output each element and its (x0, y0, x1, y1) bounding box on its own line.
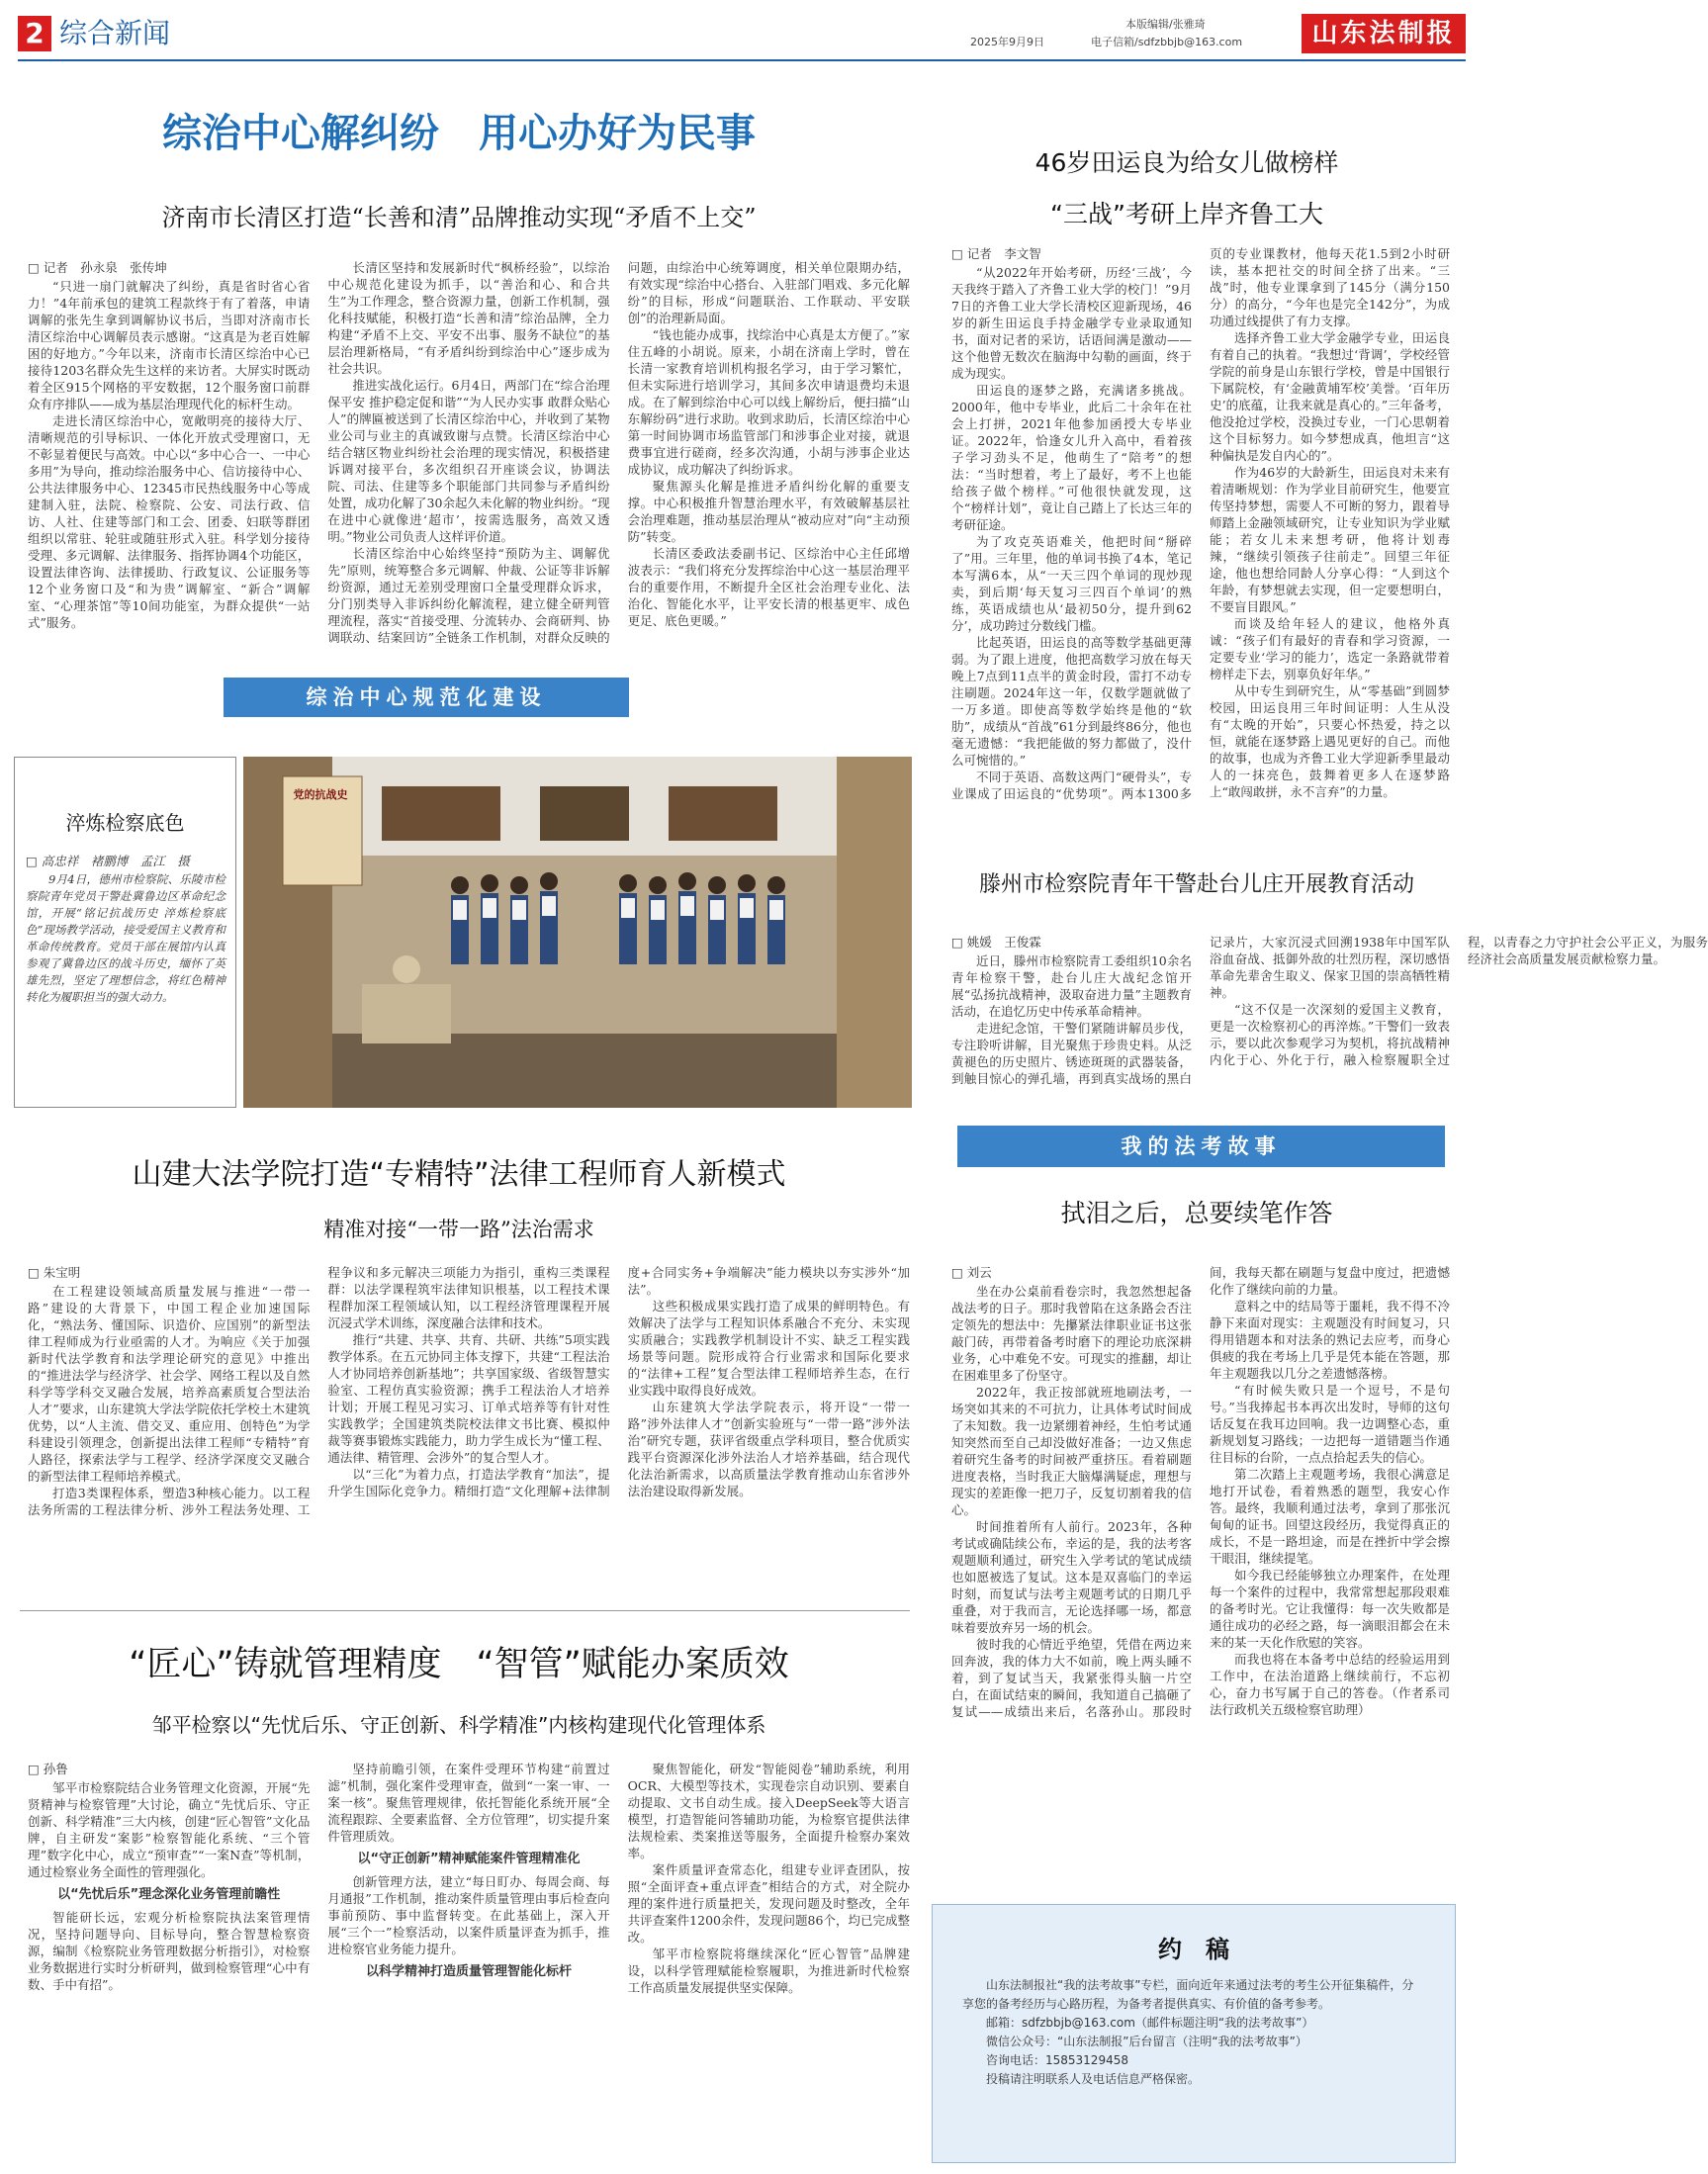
article-1-byline: □ 记者 孙永泉 张传坤 (28, 259, 310, 276)
article-6-title: 山建大法学院打造“专精特”法律工程师育人新模式 (132, 1157, 786, 1192)
paragraph: 邹平市检察院将继续深化“匠心智管”品牌建设，以科学管理赋能检察履职，为推进新时代检察工作高质量发展提供坚实保障。 (627, 1947, 910, 1995)
header-rule (18, 59, 1466, 61)
article-2-body (26, 853, 225, 1100)
article-4-title: 滕州市检察院青年干警赴台儿庄开展教育活动 (978, 872, 1414, 897)
paragraph: “这不仅是一次深刻的爱国主义教育，更是一次检察初心的再淬炼。”干警们一致表示，要以此次参观学习为契机，将抗战精神内化于心、外化于行，融入检察履职全过程，以青春之力守护社会公平正义，为服务经济社会高质量发展贡献检察力量。 (1210, 935, 1708, 1067)
article-7-subhead: 以“先忧后乐”理念深化业务管理前瞻性 (57, 1887, 281, 1902)
news-photo (243, 757, 912, 1108)
paragraph: 山东建筑大学法学院表示，将开设“一带一路”涉外法律人才”创新实验班与“一带一路”涉外法治”研究专题，获评省级重点学科项目，整合优质实践平台资源深化涉外法治人才培养基础，结合现代化法治新需求，以高质量法学教育推动山东省涉外法治建设取得新发展。 (627, 1400, 910, 1498)
paragraph: 聚焦源头化解是推进矛盾纠纷化解的重要支撑。中心积极推升智慧治理水平，有效破解基层社会治理难题，推动基层治理从“被动应对”向“主动预防”转变。 (627, 479, 910, 544)
paragraph: 走进长清区综治中心，宽敞明亮的接待大厅、清晰规范的引导标识、一体化开放式受理窗口，无不彰显着便民与高效。中心以“多中心合一、一中心多用”为导向，推动综治服务中心、信访接待中心、公共法律服务中心、12345市民热线服务中心等成建制入驻，法院、检察院、公安、司法行政、信访、人社、住建等部门和工会、团委、妇联等群团组织以常驻、轮驻或随驻形式入驻。科学划分接待受理、多元调解、法律服务、指挥协调4个功能区，设置法律咨询、法律援助、行政复议、公证服务等12个业务窗口及“和为贵”调解室、“新合”调解室、“心理茶馆”等10间功能室，为群众提供“一站式”服务。 (28, 413, 311, 630)
article-2-byline: □ 高忠祥 褚鹏博 孟江 摄 (26, 853, 225, 869)
article-6-byline: □ 朱宝明 (28, 1264, 310, 1281)
paragraph: 第二次踏上主观题考场，我很心满意足地打开试卷，看着熟悉的题型，我安心作答。最终，我顺利通过法考，拿到了那张沉甸甸的证书。回望这段经历，我觉得真正的成长，不是一路坦途，而是在挫折中学会擦干眼泪，继续提笔。 (1210, 1467, 1450, 1566)
paragraph: 如今我已经能够独立办理案件，在处理每一个案件的过程中，我常常想起那段艰难的备考时光。它让我懂得：每一次失败都是通往成功的必经之路，每一滴眼泪都会在未来的某一天化作欣慰的笑容。 (1210, 1568, 1450, 1650)
article-2-title: 淬炼检察底色 (65, 811, 185, 835)
notice-line: 山东法制报社“我的法考故事”专栏，面向近年来通过法考的考生公开征集稿件，分享您的备考经历与心路历程，为备考者提供真实、有价值的备考参考。 (962, 1978, 1414, 2011)
article-6-body (28, 1264, 910, 1605)
article-1-subtitle: 济南市长清区打造“长善和清”品牌推动实现“矛盾不上交” (161, 204, 757, 231)
article-5-body (951, 1264, 1450, 1889)
paragraph: 比起英语，田运良的高等数学基础更薄弱。为了跟上进度，他把高数学习放在每天晚上7点到11点半的黄金时段，雷打不动专注刷题。2024年这一年，仅数学题就做了一万多道。即使高等数学始终是他的“软肋”，成绩从“首战”61分到最终86分，他也毫无遗憾：“我把能做的努力都做了，没什么可惋惜的。” (951, 635, 1192, 768)
article-3-title: 46岁田运良为给女儿做榜样 (1034, 148, 1339, 177)
masthead-logo: 山东法制报 (1302, 14, 1466, 53)
paragraph: 为了攻克英语难关，他把时间“掰碎了”用。三年里，他的单词书换了4本，笔记本写满6本，从“一天三四个单词的现炒现卖，到后期‘每天复习三四百个单词’的熟练，英语成绩也从‘最初50分，提升到62分’，成功跨过分数线门槛。 (951, 534, 1192, 633)
section-bar-1: 综治中心规范化建设 (224, 678, 629, 717)
museum-photo-illustration (243, 757, 912, 1108)
editor-line: 本版编辑/张雅琦 (1125, 18, 1206, 31)
paragraph: 长清区委政法委副书记、区综治中心主任邱增波表示：“我们将充分发挥综治中心这一基层治理平台的重要作用，不断提升全区社会治理专业化、法治化、智能化水平，让平安长清的根基更牢、成色更足、底色更暖。” (627, 546, 910, 628)
paragraph: 智能研长远，宏观分析检察院执法案管理情况，坚持问题导向、目标导向，整合智慧检察资源，编制《检察院业务管理数据分析指引》，对检察业务数据进行实时分析研判，做到检察管理“心中有数、手中有招”。 (28, 1910, 311, 1992)
article-5-byline: □ 刘云 (951, 1264, 1192, 1281)
article-7-byline: □ 孙鲁 (28, 1761, 310, 1777)
divider-line (20, 1610, 910, 1611)
paragraph: 这些积极成果实践打造了成果的鲜明特色。有效解决了法学与工程知识体系融合不充分、未实现实质融合；实践教学机制设计不实、缺乏工程实践场景等问题。院形成符合行业需求和国际化要求的“法律+工程”复合型法律工程师培养生态，在行业实践中取得良好成效。 (627, 1299, 910, 1398)
paragraph: 田运良的逐梦之路，充满诸多挑战。2000年，他中专毕业，此后二十余年在社会上打拼，2021年他参加函授大专毕业证。2022年，恰逢女儿升入高中，看着孩子学习劲头不足，他萌生了“陪考”的想法：“当时想着，考上了最好，考不上也能给孩子做个榜样。”可他很快就发现，这个“榜样计划”，竟让自己踏上了长达三年的考研征途。 (951, 383, 1192, 532)
paragraph: 2022年，我正按部就班地刷法考，一场突如其来的不可抗力，让具体考试时间成了未知数。我一边紧绷着神经，生怕考试通知突然而至自己却没做好准备；一边又焦虑着研究生备考的时间被严重挤压。看着刷题进度表格，当时我正大脑爆满疑虑，理想与现实的差距像一把刀子，反复切割着我的信心。 (951, 1385, 1192, 1517)
paragraph: “有时候失败只是一个逗号，不是句号。”当我捧起书本再次出发时，导师的这句话反复在我耳边回响。我一边调整心态，重新规划复习路线；一边把每一道错题当作通往目标的台阶，一点点拾起丢失的信心。 (1210, 1383, 1450, 1465)
article-3-body (951, 245, 1450, 824)
paragraph: 彼时我的心情近乎绝望，凭借在两边来回奔波，我的体力大不如前，晚上两头睡不着，到了复试当天，我紧张得头脑一片空白，在面试结束的瞬间，我知道自己搞砸了复试——成绩出来后，名落孙山。那段时间，我每天都在刷题与复盘中度过，把遗憾化作了继续向前的力量。 (951, 1265, 1450, 1719)
article-1-body (28, 259, 910, 694)
article-4-byline: □ 姚媛 王俊霖 (951, 934, 1192, 951)
notice-title: 约 稿 (1158, 1935, 1229, 1963)
paragraph: 而谈及给年轻人的建议，他格外真诚：“孩子们有最好的青春和学习资源，一定要专业‘学习的能力’，选定一条路就带着榜样走下去，别辜负好年华。” (1210, 616, 1450, 681)
photo-caption: 党的抗战史 (293, 788, 348, 801)
page-number: 2 (18, 16, 51, 51)
paragraph: 时间推着所有人前行。2023年，各种考试或确陆续公布，幸运的是，我的法考客观题顺利通过，研究生入学考试的笔试成绩也如愿被选了复试。这本是双喜临门的幸运时刻，而复试与法考主观题考试的日期几乎重叠，对于我而言，无论选择哪一场，都意味着要放弃另一场的机会。 (951, 1519, 1192, 1635)
paragraph: 创新管理方法，建立“每日盯办、每周会商、每月通报”工作机制，推动案件质量管理由事后检查向事前预防、事中监督转变。在此基础上，深入开展“三个一”检察活动，以案件质量评查为抓手，推进检察官业务能力提升。 (327, 1874, 610, 1956)
paragraph: 而我也将在本备考中总结的经验运用到工作中，在法治道路上继续前行，不忘初心，奋力书写属于自己的答卷。（作者系司法行政机关五级检察官助理） (1210, 1652, 1450, 1717)
article-5-title: 拭泪之后，总要续笔作答 (1060, 1199, 1333, 1227)
paragraph: 从中专生到研究生，从“零基础”到圆梦校园，田运良用三年时间证明：人生从没有“太晚的开始”，只要心怀热爱，持之以恒，就能在逐梦路上遇见更好的自己。而他的故事，也成为齐鲁工业大学迎新季里最动人的一抹亮色，鼓舞着更多人在逐梦路上“敢闯敢拼，永不言弃”的力量。 (1210, 683, 1450, 799)
article-7-title: “匠心”铸就管理精度 “智管”赋能办案质效 (129, 1645, 789, 1684)
paragraph: 不同于英语、高数这两门“硬骨头”，专业课成了田运良的“优势项”。两本1300多页的专业课教材，他每天花1.5到2小时研读，基本把社交的时间全挤了出来。“三战”时，他专业课拿到了145分（满分150分）的高分，“今年也是完全142分”，为成功通过线提供了有力支撑。 (951, 246, 1450, 801)
paragraph: “只进一扇门就解决了纠纷，真是省时省心省力！”4年前承包的建筑工程款终于有了着落，申请调解的张先生拿到调解协议书后，当即对济南市长清区综治中心调解员表示感谢。“这真是为老百姓解困的好地方。”今年以来，济南市长清区综治中心已接待1203名群众先生这样的来访者。大屏实时既动着全区915个网格的平安数据，12个服务窗口前群众有序排队——成为基层治理现代化的标杆生动。 (28, 279, 311, 411)
article-7-body (28, 1761, 910, 2161)
issue-date: 2025年9月9日 (970, 36, 1044, 48)
paragraph: 推行“共建、共享、共育、共研、共练”5项实践教学体系。在五元协同主体支撑下，共建“工程法治人才协同培养创新基地”；共享国家级、省级智慧实验室、工程仿真实验资源；携手工程法治人才培养计划；开展工程见习实习、订单式培养等有针对性实践教学；全国建筑类院校法律文书比赛、模拟仲裁等赛事锻炼实践能力，助力学生成长为“懂工程、通法律、精管理、会涉外”的复合型人才。 (327, 1332, 610, 1465)
paragraph: 意料之中的结局等于噩耗，我不得不冷静下来面对现实：主观题没有时间复习，只得用错题本和对法条的熟记去应考，而身心俱疲的我在考场上几乎是凭本能在答题，那年主观题我以几分之差遗憾落榜。 (1210, 1299, 1450, 1381)
paragraph: 以“三化”为着力点，打造法学教育“加法”，提升学生国际化竞争力。精细打造“文化理解+法律制度+合同实务+争端解决”能力模块以夯实涉外“加法”。 (327, 1265, 910, 1498)
article-3-subtitle: “三战”考研上岸齐鲁工大 (1050, 200, 1323, 228)
paragraph: 坐在办公桌前看卷宗时，我忽然想起备战法考的日子。那时我曾陷在这条路会否注定领先的想法中：先攥紧法律职业证书这张敲门砖，再带着备考时磨下的理论功底深耕业务，心中难免不安。可现实的推翻，却让在困难里多了份坚守。 (951, 1284, 1192, 1383)
article-6-subtitle: 精准对接“一带一路”法治需求 (323, 1218, 594, 1241)
paragraph: 邹平市检察院结合业务管理文化资源，开展“先贤精神与检察管理”大讨论，确立“先忧后乐、守正创新、科学精准”三大内核，创建“匠心智管”文化品牌，自主研发“案影”检察智能化系统、“三个管理”数字化中心，成立“预审查”“一案N查”等机制，通过检察业务全面性的管理强化。 (28, 1780, 311, 1879)
article-7-subhead: 以科学精神打造质量管理智能化标杆 (365, 1964, 572, 1979)
paragraph: 长清区坚持和发展新时代“枫桥经验”，以综治中心规范化建设为抓手，以“善治和心、和合共生”为工作理念，整合资源力量，创新工作机制，强化科技赋能，积极打造“长善和清”综治品牌，全力构建“矛盾不上交、平安不出事、服务不缺位”的基层治理新格局，“有矛盾纠纷到综治中心”逐步成为社会共识。 (327, 260, 610, 376)
paragraph: 长清区综治中心始终坚持“预防为主、调解优先”原则，统筹整合多元调解、仲裁、公证等非诉解纷资源，通过无差别受理窗口全量受理群众诉求，分门别类导入非诉纠纷化解流程，建立健全研判管理流程，落实“首接受理、分流转办、会商研判、协调联动、结案回访”全链条工作机制，对群众反映的问题，由综治中心统筹调度，相关单位限期办结，有效实现“综治中心搭台、入驻部门唱戏、多元化解纷”的目标，形成“问题联治、工作联动、平安联创”的治理新局面。 (327, 260, 910, 645)
notice-phone: 咨询电话：15853129458 (986, 2053, 1128, 2067)
paragraph: 聚焦智能化，研发“智能阅卷”辅助系统，利用OCR、大模型等技术，实现卷宗自动识别、要素自动提取、文书自动生成。接入DeepSeek等大语言模型，打造智能问答辅助功能，为检察官提供法律法规检索、类案推送等服务，全面提升检察办案效率。 (627, 1762, 910, 1860)
paragraph: 选择齐鲁工业大学金融学专业，田运良有着自己的执着。“我想过‘背调’，学校经管学院的前身是山东银行学校，曾是中国银行下属院校，有‘金融黄埔军校’美誉。‘百年历史’的底蕴，让我来就是真心的。”三年备考，他没抢过学校，没换过专业，一门心思朝着这个目标努力。如今梦想成真，他坦言“这种偏执是发自内心的”。 (1210, 330, 1450, 463)
notice-email[interactable]: 邮箱：sdfzbbjb@163.com（邮件标题注明“我的法考故事”） (986, 2016, 1314, 2030)
section-bar-2: 我的法考故事 (957, 1126, 1445, 1167)
article-7-subhead: 以“守正创新”精神赋能案件管理精准化 (357, 1852, 581, 1866)
page-header (18, 14, 1466, 55)
article-3-byline: □ 记者 李文智 (951, 245, 1192, 262)
paragraph: 坚持前瞻引领，在案件受理环节构建“前置过滤”机制，强化案件受理审查，做到“一案一审、一案一核”。聚焦管理规律，依托智能化系统开展“全流程跟踪、全要素监督、全方位管理”，切实提升案件管理质效。 (327, 1762, 610, 1844)
article-1-title: 综治中心解纠纷 用心办好为民事 (162, 111, 756, 156)
paragraph: 作为46岁的大龄新生，田运良对未来有着清晰规划：作为学业目前研究生，他要宣传坚持梦想，需要人不可断的努力，跟着导师踏上金融领域研究，让专业知识为学业赋能；若女儿未来想考研，他将计划毒辣，“继续引领孩子往前走”。回望三年征途，他也想给同龄人分享心得：“人到这个年龄，有梦想就去实现，但一定要想明白，不要盲目跟风。” (1210, 465, 1450, 614)
paragraph: 在工程建设领域高质量发展与推进“一带一路”建设的大背景下，中国工程企业加速国际化，“熟法务、懂国际、识造价、应国别”的新型法律工程师成为行业亟需的人才。为响应《关于加强新时代法学教育和法学理论研究的意见》中推出的“推进法学与经济学、社会学、网络工程以及自然科学等学科交叉融合发展，培养高素质复合型法治人才”要求，山东建筑大学法学院依托学校土木建筑优势，以“人主流、借交叉、重应用、创特色”为学科建设引领理念，创新提出法律工程师“专精特”育人路径，探索法学与工程学、经济学深度交叉融合的新型法律工程师培养模式。 (28, 1284, 311, 1484)
paragraph: 打造3类课程体系，塑造3种核心能力。以工程法务所需的工程法律分析、涉外工程法务处理、工程争议和多元解决三项能力为指引，重构三类课程群：以法学课程筑牢法律知识根基，以工程技术课程群加深工程领域认知，以工程经济管理课程开展沉浸式学术训练，深度融合法律和技术。 (28, 1265, 610, 1517)
paragraph: 推进实战化运行。6月4日，两部门在“综合治理保平安 推护稳定促和谐”“为人民办实事 敢群众贴心人”的牌匾被送到了长清区综治中心，并收到了某物业公司与业主的真诚致谢与点赞。长清区综治中心结合辖区物业纠纷社会治理的现实情况，积极搭建诉调对接平台，多次组织召开座谈会议，协调法院、司法、住建等多个职能部门共同参与矛盾纠纷处置，成功化解了30余起久未化解的物业纠纷。“现在进中心就像进‘超市’，按需选服务，高效又透明。”物业公司负责人这样评价道。 (327, 378, 610, 544)
paragraph: 案件质量评查常态化，组建专业评查团队，按照“全面评查+重点评查”相结合的方式，对全院办理的案件进行质量把关，发现问题及时整改，全年共评查案件1200余件，发现问题86个，均已完成整改。 (627, 1862, 910, 1945)
article-4-body (951, 934, 1708, 1097)
paragraph: “从2022年开始考研，历经‘三战’，今天我终于踏入了齐鲁工业大学的校门！”9月7日的齐鲁工业大学长清校区迎新现场，46岁的新生田运良手持金融学专业录取通知书，面对记者的采访，话语间满是激动——这个他曾无数次在脑海中勾勒的画面，终于成为现实。 (951, 265, 1192, 381)
article-7-subtitle: 邹平检察以“先忧后乐、守正创新、科学精准”内核构建现代化管理体系 (151, 1713, 766, 1737)
notice-line: 投稿请注明联系人及电话信息严格保密。 (986, 2072, 1201, 2086)
paragraph: 走进纪念馆，干警们紧随讲解员步伐，专注聆听讲解，目光聚焦于珍贵史料。从泛黄褪色的历史照片、锈迹斑斑的武器装备，到触目惊心的弹孔墙，再到真实战场的黑白记录片，大家沉浸式回溯1938年中国军队浴血奋战、抵御外敌的壮烈历程，深切感悟革命先辈舍生取义、保家卫国的崇高牺牲精神。 (951, 935, 1450, 1086)
paragraph: “钱也能办成事，找综治中心真是太方便了。”家住五峰的小胡说。原来，小胡在济南上学时，曾在长清一家教育培训机构报名学习，由于学习繁忙，但未实际进行培训学习，其间多次申请退费均未退成。在了解到综治中心可以线上解纷后，便扫描“山东解纷码”进行求助。收到求助后，长清区综治中心第一时间协调市场监管部门和涉事企业对接，就退费事宜进行磋商，经多次沟通，小胡与涉事企业达成协议，成功解决了纠纷诉求。 (627, 327, 910, 477)
notice-wechat: 微信公众号：“山东法制报”后台留言（注明“我的法考故事”） (986, 2035, 1307, 2048)
paragraph: 近日，滕州市检察院青工委组织10余名青年检察干警，赴台儿庄大战纪念馆开展“弘扬抗战精神，汲取奋进力量”主题教育活动，在追忆历史中传承革命精神。 (951, 953, 1192, 1019)
contact-email: 电子信箱/sdfzbbjb@163.com (1091, 36, 1243, 48)
paragraph: 9月4日，德州市检察院、乐陵市检察院青年党员干警赴冀鲁边区革命纪念馆，开展“铭记抗战历史 淬炼检察底色”现场教学活动，接受爱国主义教育和革命传统教育。党员干部在展馆内认真参观了冀鲁边区的战斗历史，缅怀了英雄先烈，坚定了理想信念，将红色精神转化为履职担当的强大动力。 (26, 872, 225, 1004)
section-name: 综合新闻 (59, 17, 171, 49)
call-for-submissions-box (932, 1904, 1456, 2163)
